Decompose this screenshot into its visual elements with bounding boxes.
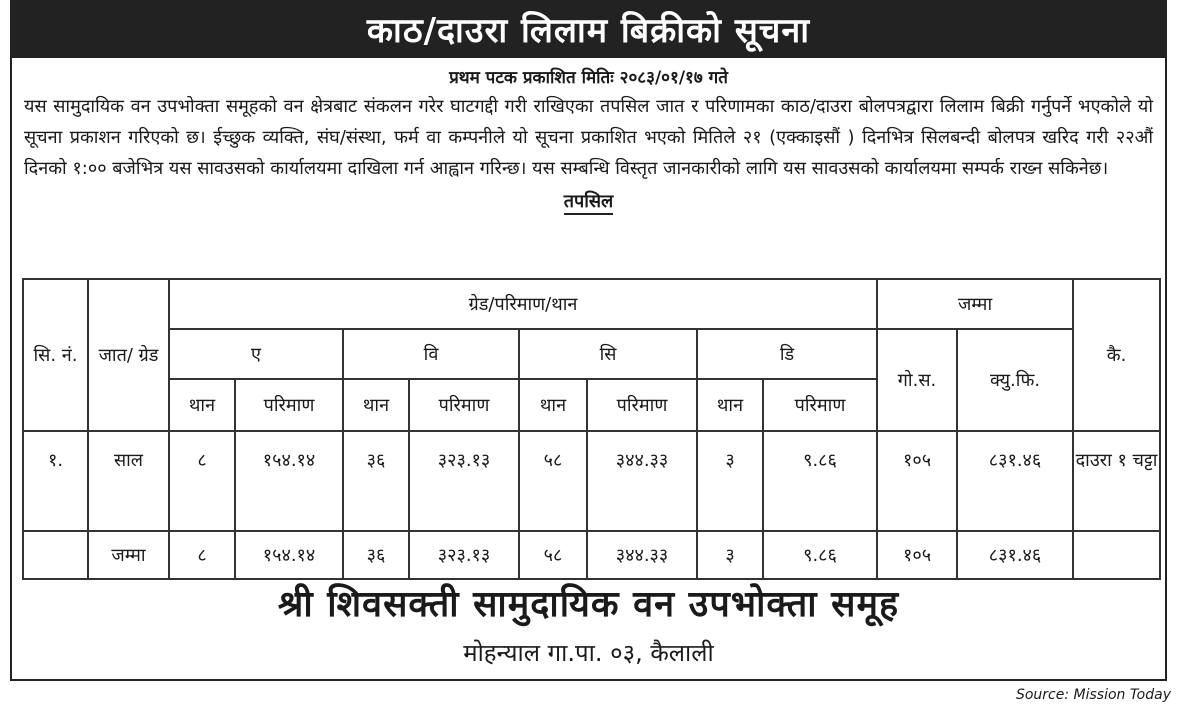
table-row-total [23,531,1160,579]
header-total-group: जम्मा [877,279,1073,329]
header-pariman: परिमाण [587,379,697,431]
cell-species: साल [88,431,169,531]
header-grade-b: वि [343,329,519,379]
cell-c-pariman: ३४४.३३ [587,431,697,531]
cell-a-pariman: १५४.१४ [235,431,343,531]
section-heading-wrap [12,189,1165,213]
header-grade-c: सि [519,329,697,379]
header-than: थान [519,379,587,431]
cell-d-pariman: ९.८६ [763,431,877,531]
header-grade-a: ए [169,329,343,379]
cell-c-than: ५८ [519,531,587,579]
cell-b-than: ३६ [343,531,409,579]
header-than: थान [697,379,763,431]
header-than: थान [169,379,235,431]
cell-sn: १. [23,431,88,531]
cell-gos: १०५ [877,531,957,579]
table-row [23,431,1160,531]
header-than: थान [343,379,409,431]
cell-cuft: ८३१.४६ [957,431,1073,531]
notice-title: काठ/दाउरा लिलाम बिक्रीको सूचना [366,11,811,51]
timber-table [22,278,1161,580]
cell-a-than: ८ [169,531,235,579]
notice-title-banner [12,0,1165,58]
cell-remarks [1073,531,1160,579]
cell-b-pariman: ३२३.१३ [409,431,519,531]
cell-d-than: ३ [697,531,763,579]
header-pariman: परिमाण [763,379,877,431]
publish-date: प्रथम पटक प्रकाशित मितिः २०८३/०१/१७ गते [449,68,728,88]
notice-card [10,0,1167,681]
cell-a-than: ८ [169,431,235,531]
header-grade-d: डि [697,329,877,379]
organization-address: मोहन्याल गा.पा. ०३, कैलाली [463,639,714,667]
cell-a-pariman: १५४.१४ [235,531,343,579]
header-remarks: कै. [1073,279,1160,431]
header-species: जात/ ग्रेड [88,279,169,431]
header-grade-group: ग्रेड/परिमाण/थान [169,279,877,329]
cell-cuft: ८३१.४६ [957,531,1073,579]
cell-species: जम्मा [88,531,169,579]
cell-d-than: ३ [697,431,763,531]
header-pariman: परिमाण [409,379,519,431]
header-pariman: परिमाण [235,379,343,431]
cell-sn [23,531,88,579]
cell-remarks: दाउरा १ चट्टा [1073,431,1160,531]
header-gos: गो.स. [877,329,957,431]
cell-gos: १०५ [877,431,957,531]
cell-c-than: ५८ [519,431,587,531]
source-credit: Source: Mission Today [1015,687,1171,703]
header-cuft: क्यु.फि. [957,329,1073,431]
notice-body: यस सामुदायिक वन उपभोक्ता समूहको वन क्षेत्रबाट संकलन गरेर घाटगद्दी गरी राखिएका तपसिल जात र परिणामका काठ/दाउरा बोलपत्रद्वारा लिलाम बिक्री गर्नुपर्ने भएकोले यो सूचना प्रकाशन गरिएको छ। ईच्छुक व्यक्ति, संघ/संस्था, फर्म वा कम्पनीले यो सूचना प्रकाशित भएको मितिले २१ (एक्काइसौं ) दिनभित्र सिलबन्दी बोलपत्र खरिद गरी २२औं दिनको १:०० बजेभित्र यस सावउसको कार्यालयमा दाखिला गर्न आह्वान गरिन्छ। यस सम्बन्धि विस्तृत जानकारीको लागि यस सावउसको कार्यालयमा सम्पर्क राख्न सकिनेछ। [24,96,1153,179]
cell-b-than: ३६ [343,431,409,531]
cell-c-pariman: ३४४.३३ [587,531,697,579]
cell-b-pariman: ३२३.१३ [409,531,519,579]
organization-name: श्री शिवसक्ती सामुदायिक वन उपभोक्ता समूह [277,584,900,625]
cell-d-pariman: ९.८६ [763,531,877,579]
section-heading: तपसिल [564,191,614,215]
header-sn: सि. नं. [23,279,88,431]
